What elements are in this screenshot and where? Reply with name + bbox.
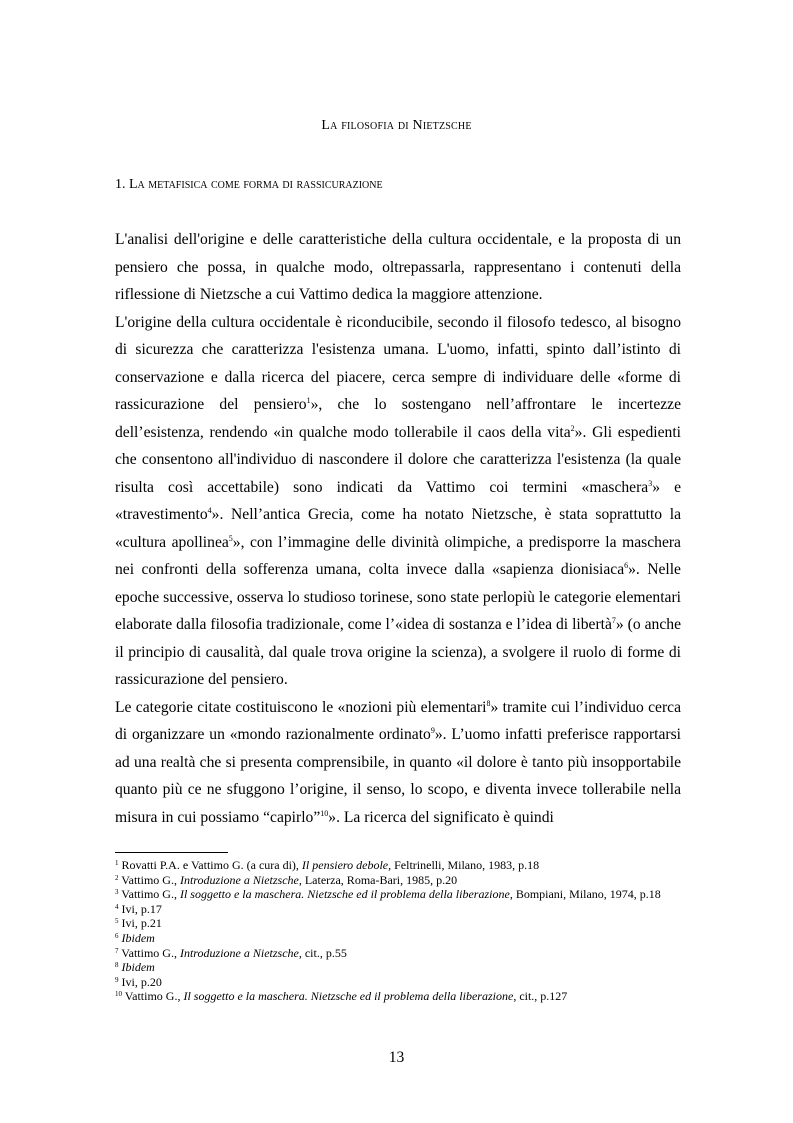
paragraph-2: L'origine della cultura occidentale è riconducibile, secondo il filosofo tedesco, al bisogno di sicurezza che caratterizza l'esistenza umana. L'uomo, infatti, spinto dall’istinto di conservazione e dalla ricerca del piacere, cerca sempre di individuare delle «forme di rassicurazione del pensiero$^1$», che lo sostengano nell’affrontare le incertezze dell’esistenza, rendendo «in qualche modo tollerabile il caos della vita$^2$». Gli espedienti che consentono all'individuo di nascondere il dolore che caratterizza l'esistenza (la quale risulta così accettabile) sono indicati da Vattimo coi termini «maschera$^3$» e «travestimento$^4$». Nell’antica Grecia, come ha notato Nietzsche, è stata soprattutto la «cultura apollinea$^5$», con l’immagine delle divinità olimpiche, a predisporre la maschera nei confronti della sofferenza umana, colta invece dalla «sapienza dionisiaca$^6$». Nelle epoche successive, osserva lo studioso torinese, sono state perlopiù le categorie elementari elaborate dalla filosofia tradizionale, come l’«idea di sostanza e l’idea di libertà$^7$» (o anche il principio di causalità, dal quale trova origine la scienza), a svolgere il ruolo di forme di rassicurazione del pensiero. <box>115 313 682 688</box>
section-heading: 1. La metafisica come forma di rassicurazione <box>115 177 383 192</box>
paragraph-1: L'analisi dell'origine e delle caratteristiche della cultura occidentale, e la proposta di un pensiero che possa, in qualche modo, oltrepassarla, rappresentano i contenuti della riflessione di Nietzsche a cui Vattimo dedica la maggiore attenzione. <box>115 231 681 303</box>
paragraph-3: Le categorie citate costituiscono le «nozioni più elementari$^8$» tramite cui l’individuo cerca di organizzare un «mondo razionalmente ordinato$^9$». L’uomo infatti preferisce rapportarsi ad una realtà che si presenta comprensibile, in quanto «il dolore è tanto più insopportabile quanto più ce ne sfuggono l’origine, il senso, lo scopo, e diventa invece tollerabile nella misura in cui possiamo “capirlo”$^{10}$». La ricerca del significato è quindi <box>115 698 681 826</box>
footnote: $^{10}$ Vattimo G., Il soggetto e la maschera. Nietzsche ed il problema della liberazione, cit., p.127 <box>115 989 568 1004</box>
footnote-ref-5: 5 <box>228 533 233 543</box>
footnote: $^8$ Ibidem <box>115 960 155 975</box>
footnote: $^1$ Rovatti P.A. e Vattimo G. (a cura di), Il pensiero debole, Feltrinelli, Milano, 1983, p.18 <box>115 858 540 872</box>
footnote-ref-4: 4 <box>207 506 212 515</box>
footnote-ref-7: 7 <box>611 616 616 625</box>
body-text <box>115 226 681 831</box>
footnote: $^6$ Ibidem <box>115 930 155 945</box>
chapter-title: La filosofia di Nietzsche <box>321 118 472 133</box>
footnote-ref-3: 3 <box>648 478 653 488</box>
footnote: $^4$ Ivi, p.17 <box>115 901 162 916</box>
footnote-ref-2: 2 <box>570 423 575 433</box>
footnote-ref-10: 10 <box>320 808 329 818</box>
footnote-ref-1: 1 <box>306 396 311 405</box>
footnote-ref-9: 9 <box>430 726 435 735</box>
page-number: 13 <box>388 1049 405 1066</box>
footnotes <box>115 858 681 1004</box>
footnote: $^7$ Vattimo G., Introduzione a Nietzsche, cit., p.55 <box>115 945 347 960</box>
footnote-ref-6: 6 <box>624 561 629 570</box>
footnote: $^3$ Vattimo G., Il soggetto e la maschera. Nietzsche ed il problema della liberazione, Bompiani, Milano, 1974, p.18 <box>115 887 661 902</box>
footnote-separator <box>115 852 228 853</box>
footnote: $^2$ Vattimo G., Introduzione a Nietzsche, Laterza, Roma-Bari, 1985, p.20 <box>115 872 458 887</box>
footnote: $^9$ Ivi, p.20 <box>115 974 162 989</box>
footnote: $^5$ Ivi, p.21 <box>115 916 162 931</box>
footnote-ref-8: 8 <box>486 698 491 708</box>
